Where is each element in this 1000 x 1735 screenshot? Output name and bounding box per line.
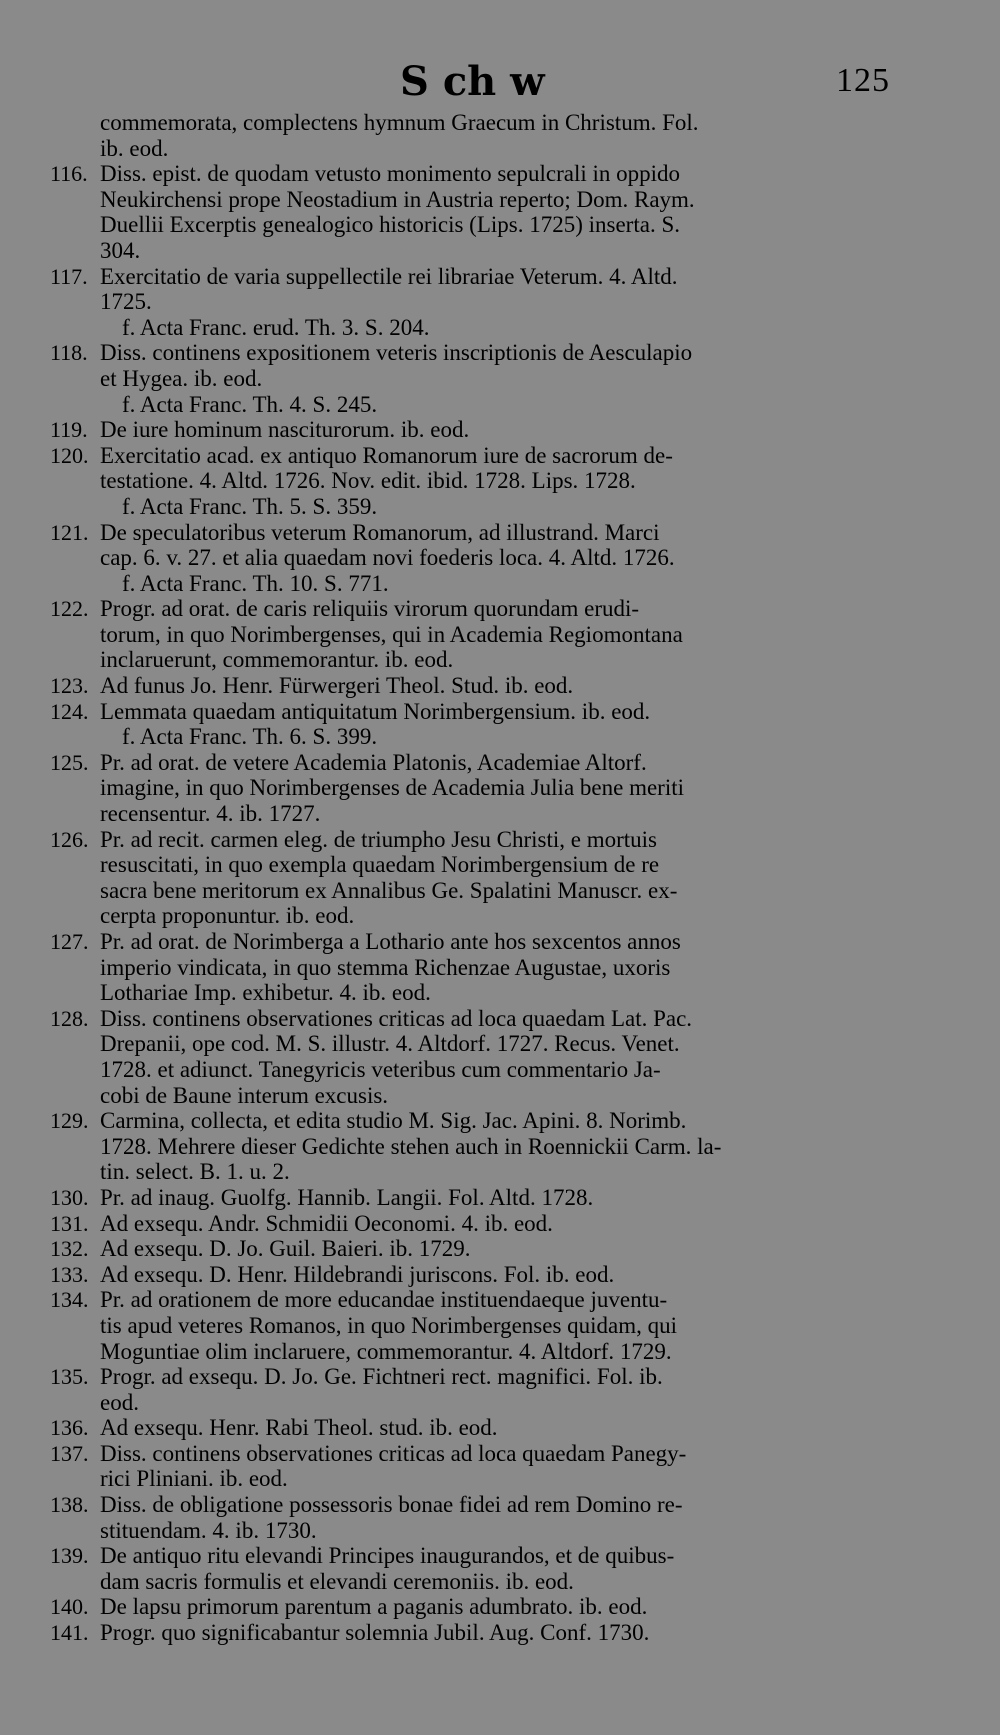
bibliography-entry — [50, 1262, 900, 1288]
entry-number: 121. — [50, 519, 89, 545]
entry-number: 125. — [50, 749, 89, 775]
entry-line: 304. — [100, 237, 141, 263]
entry-line: Progr. ad exsequ. D. Jo. Ge. Fichtneri rect. magnifici. Fol. ib. — [100, 1364, 663, 1390]
entry-number: 124. — [50, 698, 89, 724]
entry-line: sacra bene meritorum ex Annalibus Ge. Spalatini Manuscr. ex- — [100, 877, 678, 903]
entry-line: f. Acta Franc. Th. 6. S. 399. — [122, 724, 378, 750]
entry-line: Pr. ad orationem de more educandae instituendaeque juventu- — [100, 1287, 668, 1313]
entry-number: 123. — [50, 673, 89, 699]
entry-line: Diss. epist. de quodam vetusto monimento sepulcrali in oppido — [100, 161, 681, 187]
entry-line: imagine, in quo Norimbergenses de Academia Julia bene meriti — [100, 775, 684, 801]
entry-line: Ad exsequ. D. Henr. Hildebrandi juriscons. Fol. ib. eod. — [100, 1261, 615, 1287]
entry-line: Pr. ad recit. carmen eleg. de triumpho Jesu Christi, e mortuis — [100, 826, 657, 852]
entry-line: Progr. ad orat. de caris reliquiis virorum quorundam erudi- — [100, 596, 640, 622]
entry-line: dam sacris formulis et elevandi ceremoniis. ib. eod. — [100, 1568, 574, 1594]
entry-line: Ad funus Jo. Henr. Fürwergeri Theol. Stud. ib. eod. — [100, 673, 574, 699]
entry-line: et Hygea. ib. eod. — [100, 365, 263, 391]
entry-line: Exercitatio de varia suppellectile rei librariae Veterum. 4. Altd. — [100, 263, 678, 289]
entry-line: tis apud veteres Romanos, in quo Norimbergenses quidam, qui — [100, 1312, 678, 1338]
entry-number: 134. — [50, 1287, 89, 1313]
entry-number: 128. — [50, 1005, 89, 1031]
entry-line: Diss. continens observationes criticas ad loca quaedam Panegy- — [100, 1440, 687, 1466]
bibliography-entry — [50, 1415, 900, 1441]
running-header — [0, 58, 1000, 108]
bibliography-entry — [50, 417, 900, 443]
bibliography-entry — [50, 929, 900, 1006]
bibliography-entry — [50, 1006, 900, 1108]
bibliography-list — [50, 110, 900, 1646]
entry-number: 129. — [50, 1108, 89, 1134]
entry-line: resuscitati, in quo exempla quaedam Norimbergensium de re — [100, 852, 660, 878]
bibliography-entry — [50, 110, 900, 161]
entry-line: Lemmata quaedam antiquitatum Norimbergensium. ib. eod. — [100, 698, 651, 724]
bibliography-entry — [50, 443, 900, 520]
bibliography-entry — [50, 699, 900, 750]
entry-number: 119. — [50, 417, 88, 443]
entry-line: Pr. ad inaug. Guolfg. Hannib. Langii. Fol. Altd. 1728. — [100, 1184, 594, 1210]
entry-number: 127. — [50, 929, 89, 954]
entry-line: f. Acta Franc. Th. 10. S. 771. — [122, 570, 389, 596]
entry-line: f. Acta Franc. erud. Th. 3. S. 204. — [122, 314, 430, 340]
entry-line: Ad exsequ. Henr. Rabi Theol. stud. ib. eod. — [100, 1415, 498, 1441]
entry-number: 131. — [50, 1210, 89, 1236]
bibliography-entry — [50, 750, 900, 827]
entry-number: 120. — [50, 442, 89, 468]
running-title: S ch w — [400, 58, 545, 105]
entry-line: eod. — [100, 1389, 139, 1415]
bibliography-entry — [50, 161, 900, 263]
entry-number: 117. — [50, 263, 88, 289]
bibliography-entry — [50, 1492, 900, 1543]
bibliography-entry — [50, 1211, 900, 1237]
entry-line: De lapsu primorum parentum a paganis adumbrato. ib. eod. — [100, 1594, 648, 1620]
entry-line: Duellii Excerptis genealogico historicis (Lips. 1725) inserta. S. — [100, 212, 680, 238]
bibliography-entry — [50, 1364, 900, 1415]
entry-line: Carmina, collecta, et edita studio M. Sig. Jac. Apini. 8. Norimb. — [100, 1108, 687, 1134]
entry-line: Ad exsequ. Andr. Schmidii Oeconomi. 4. ib. eod. — [100, 1210, 553, 1236]
entry-line: cobi de Baune interum excusis. — [100, 1082, 389, 1108]
entry-number: 136. — [50, 1415, 89, 1441]
entry-line: Neukirchensi prope Neostadium in Austria reperto; Dom. Raym. — [100, 186, 695, 212]
entry-line: 1725. — [100, 289, 152, 315]
bibliography-entry — [50, 596, 900, 673]
entry-line: imperio vindicata, in quo stemma Richenzae Augustae, uxoris — [100, 954, 671, 980]
entry-number: 126. — [50, 826, 89, 852]
bibliography-entry — [50, 1108, 900, 1185]
entry-line: f. Acta Franc. Th. 4. S. 245. — [122, 391, 378, 417]
entry-line: inclaruerunt, commemorantur. ib. eod. — [100, 647, 454, 673]
bibliography-entry — [50, 1287, 900, 1364]
bibliography-entry — [50, 520, 900, 597]
page-number: 125 — [836, 62, 890, 99]
entry-number: 140. — [50, 1594, 89, 1620]
entry-number: 139. — [50, 1543, 89, 1569]
entry-line: De speculatoribus veterum Romanorum, ad illustrand. Marci — [100, 519, 660, 545]
entry-line: f. Acta Franc. Th. 5. S. 359. — [122, 493, 378, 519]
entry-line: Moguntiae olim inclaruere, commemorantur. 4. Altdorf. 1729. — [100, 1338, 672, 1364]
entry-line: torum, in quo Norimbergenses, qui in Academia Regiomontana — [100, 621, 683, 647]
entry-line: cerpta proponuntur. ib. eod. — [100, 903, 355, 929]
bibliography-entry — [50, 1543, 900, 1594]
entry-line: recensentur. 4. ib. 1727. — [100, 801, 321, 827]
bibliography-entry — [50, 673, 900, 699]
entry-line: Diss. continens expositionem veteris inscriptionis de Aesculapio — [100, 340, 693, 366]
entry-line: Diss. continens observationes criticas ad loca quaedam Lat. Pac. — [100, 1005, 693, 1031]
bibliography-entry — [50, 1441, 900, 1492]
entry-line: Ad exsequ. D. Jo. Guil. Baieri. ib. 1729. — [100, 1236, 471, 1262]
entry-number: 132. — [50, 1236, 89, 1262]
entry-line: De antiquo ritu elevandi Principes inaugurandos, et de quibus- — [100, 1543, 675, 1569]
entry-line: Lothariae Imp. exhibetur. 4. ib. eod. — [100, 980, 431, 1006]
entry-line: tin. select. B. 1. u. 2. — [100, 1159, 290, 1185]
entry-line: ib. eod. — [100, 135, 169, 161]
entry-line: Pr. ad orat. de vetere Academia Platonis, Academiae Altorf. — [100, 749, 647, 775]
bibliography-entry — [50, 1620, 900, 1646]
entry-line: cap. 6. v. 27. et alia quaedam novi foederis loca. 4. Altd. 1726. — [100, 545, 675, 571]
entry-line: Diss. de obligatione possessoris bonae fidei ad rem Domino re- — [100, 1492, 683, 1518]
entry-line: Drepanii, ope cod. M. S. illustr. 4. Altdorf. 1727. Recus. Venet. — [100, 1031, 680, 1057]
entry-line: 1728. et adiunct. Tanegyricis veteribus cum commentario Ja- — [100, 1056, 661, 1082]
entry-number: 133. — [50, 1261, 89, 1287]
entry-number: 118. — [50, 340, 88, 366]
bibliography-entry — [50, 1236, 900, 1262]
entry-number: 138. — [50, 1492, 89, 1518]
entry-line: De iure hominum nasciturorum. ib. eod. — [100, 417, 470, 443]
bibliography-entry — [50, 340, 900, 417]
entry-number: 130. — [50, 1184, 89, 1210]
entry-number: 137. — [50, 1440, 89, 1466]
entry-number: 141. — [50, 1620, 89, 1646]
entry-line: rici Pliniani. ib. eod. — [100, 1466, 288, 1492]
entry-line: commemorata, complectens hymnum Graecum in Christum. Fol. — [100, 110, 699, 135]
entry-number: 135. — [50, 1364, 89, 1390]
bibliography-entry — [50, 827, 900, 929]
bibliography-entry — [50, 264, 900, 341]
entry-number: 122. — [50, 596, 89, 622]
entry-line: Pr. ad orat. de Norimberga a Lothario ante hos sexcentos annos — [100, 929, 681, 954]
bibliography-entry — [50, 1185, 900, 1211]
entry-line: testatione. 4. Altd. 1726. Nov. edit. ibid. 1728. Lips. 1728. — [100, 468, 636, 494]
entry-line: 1728. Mehrere dieser Gedichte stehen auch in Roennickii Carm. la- — [100, 1133, 722, 1159]
entry-line: stituendam. 4. ib. 1730. — [100, 1517, 317, 1543]
bibliography-entry — [50, 1594, 900, 1620]
entry-line: Exercitatio acad. ex antiquo Romanorum iure de sacrorum de- — [100, 442, 673, 468]
entry-line: Progr. quo significabantur solemnia Jubil. Aug. Conf. 1730. — [100, 1620, 650, 1646]
entry-number: 116. — [50, 161, 88, 187]
